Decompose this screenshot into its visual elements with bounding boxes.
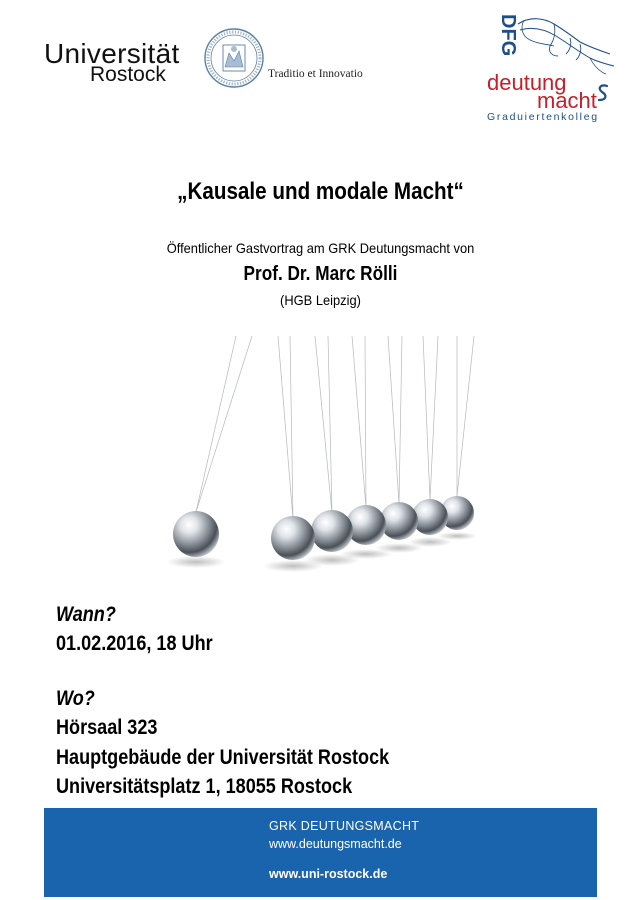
- university-name-line1: Universität: [44, 38, 180, 69]
- event-date-time: 01.02.2016, 18 Uhr: [56, 632, 213, 655]
- footer-org-name: GRK DEUTUNGSMACHT: [269, 819, 420, 833]
- dfg-logo-text: DFG: [497, 14, 519, 57]
- newtons-cradle-image: [150, 330, 490, 592]
- s-swirl-icon: [595, 83, 611, 103]
- speaker-name: Prof. Dr. Marc Rölli: [243, 263, 398, 285]
- lecture-subtitle: Öffentlicher Gastvortrag am GRK Deutungsmacht von: [166, 240, 475, 256]
- venue-room: Hörsaal 323: [56, 716, 158, 739]
- venue-address: Universitätsplatz 1, 18055 Rostock: [56, 775, 353, 798]
- university-name-line2: Rostock: [90, 63, 166, 86]
- university-seal-icon: [203, 27, 265, 89]
- lecture-title: „Kausale und modale Macht“: [177, 178, 464, 205]
- footer-banner: [44, 808, 597, 897]
- footer-link-deutungsmacht[interactable]: www.deutungsmacht.de: [269, 837, 402, 851]
- graduate-school-subtitle: Graduiertenkolleg: [487, 111, 599, 123]
- deutungsmacht-word2: macht: [537, 88, 597, 113]
- where-label: Wo?: [56, 687, 95, 710]
- when-label: Wann?: [56, 603, 116, 626]
- venue-building: Hauptgebäude der Universität Rostock: [56, 746, 390, 769]
- deutungsmacht-word1: deutung: [487, 70, 567, 95]
- university-motto: Traditio et Innovatio: [268, 68, 363, 80]
- footer-link-uni-rostock[interactable]: www.uni-rostock.de: [269, 867, 388, 881]
- speaker-affiliation: (HGB Leipzig): [280, 292, 361, 308]
